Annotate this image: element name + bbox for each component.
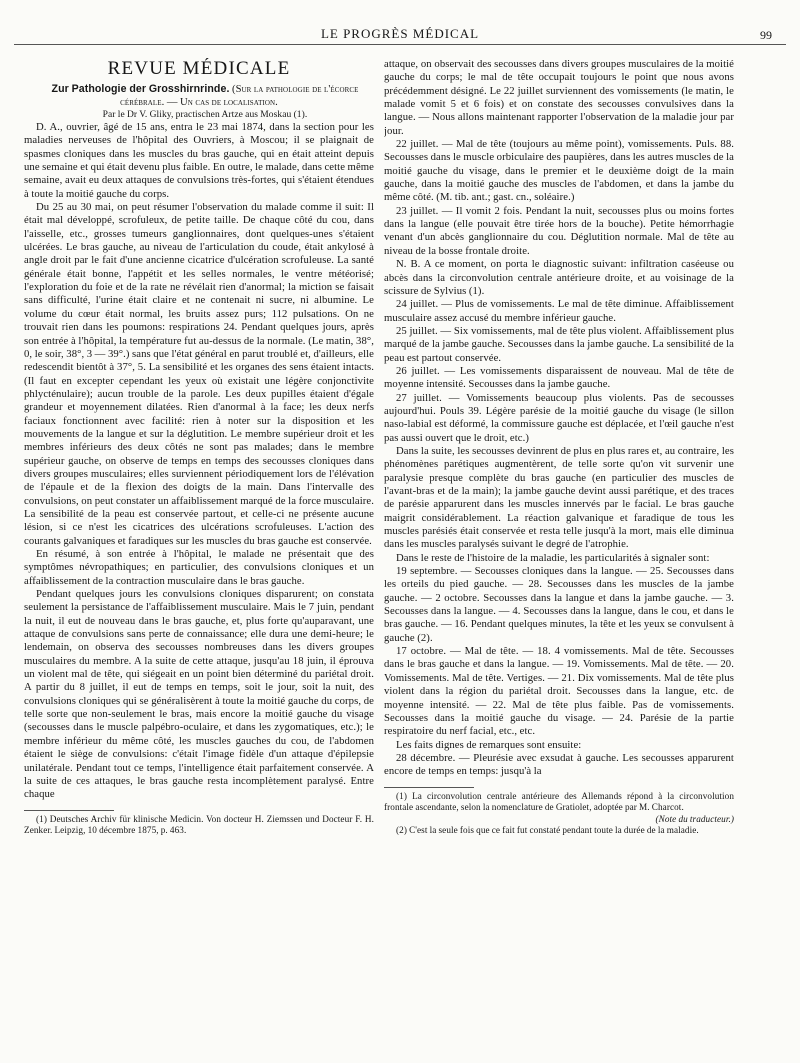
paragraph: Dans le reste de l'histoire de la maladie, les particularités à signaler sont: (396, 551, 710, 564)
paragraph: D. A., ouvrier, âgé de 15 ans, entra le 23 mai 1874, dans la section pour les maladies nerveuses de l'hôpital des Ouvriers, à Moscou; il se plaignait de spasmes cloniques dans les muscles du bras gauche, qui en était atteint depuis une semaine et qui était devenu plus faible. En outre, le malade, dans cette même semaine, avait eu deux attaques de convulsions très-fortes, qui s'étaient étendues à toute la moitié gauche du corps. (24, 121, 374, 200)
footnote-rule (384, 787, 474, 788)
journal-title: LE PROGRÈS MÉDICAL (320, 26, 480, 41)
article-title-french: (Sur la pathologie de l'écorce cérébrale. — Un cas de localisation. (120, 84, 359, 108)
paragraph: Pendant quelques jours les convulsions cloniques disparurent; on constata seulement la persistance de l'affaiblissement musculaire. Mais le 7 juin, pendant la nuit, il eut de nouveau dans le bras gauche, et, plus forte qu'auparavant, une attaque de convulsions sans perte de connaissance; elle dura une demi-heure; le lendemain, on observa des secousses nombreuses dans les divers groupes musculaires du membre. A la suite de cette attaque, jusqu'au 18 juin, il éprouva un violent mal de tête, qui siégeait en un point bien déterminé du pariétal droit. A partir du 8 juillet, il eut de temps en temps, soit le jour, soit la nuit, des convulsions cloniques qui se généralisèrent à toute la moitié gauche du corps, de telle sorte que non-seulement le bras, mais encore la moitié gauche du visage (secousses dans le muscle palpébro-oculaire, et dans les zygomatiques, etc.); le membre inférieur du même côté, les muscles gauches du cou, de l'abdomen étaient le siège de convulsions: c'était l'image fidèle d'un attaque d'épilepsie unilatérale. Pendant tout ce temps, l'intelligence était parfaitement conservée. A la suite de ces attaques, le bras gauche resta incomplètement paralysé. Entre chaque (24, 588, 374, 801)
paragraph: Dans la suite, les secousses devinrent de plus en plus rares et, au contraire, les phénomènes parétiques augmentèrent, de telle sorte qu'on vit survenir une paralysie presque complète du bras gauche (en particulier des muscles de l'avant-bras et de la main); la jambe gauche devint aussi parétique, et des traces de parésie apparurent dans les muscles innervés par le facial. Le bras gauche maigrit considérablement. La réaction galvanique et faradique de tous les muscles parésiés était conservée et resta telle jusqu'à la mort, mais elle diminua dans les muscles paralysés suivant le degré de l'atrophie. (384, 444, 734, 551)
paragraph: 23 juillet. — Il vomit 2 fois. Pendant la nuit, secousses plus ou moins fortes dans la langue (elle pouvait être tirée hors de la bouche). Petite hémorrhagie venant d'un abcès ganglionnaire du cou. Déglutition normale. Mal de tête au niveau de la bosse frontale droite. (384, 204, 734, 257)
footnote: (1) La circonvolution centrale antérieure des Allemands répond à la circonvolution frontale ascendante, selon la nomenclature de Gratiolet, adoptée par M. Charcot. (384, 790, 734, 813)
section-title: REVUE MÉDICALE (107, 58, 291, 79)
running-header (14, 26, 786, 45)
article-title-german: Zur Pathologie der Grosshirnrinde. (51, 83, 230, 95)
paragraph: 22 juillet. — Mal de tête (toujours au même point), vomissements. Puls. 88. Secousses dans le muscle orbiculaire des paupières, dans les autres muscles de la moitié gauche du visage, dans le premier et le deuxième doigt de la main gauche, dans la moitié gauche des muscles de l'abdomen, et dans la jambe du même côté. (M. tib. ant.; gast. cn., soléaire.) (384, 138, 734, 204)
paragraph: 17 octobre. — Mal de tête. — 18. 4 vomissements. Mal de tête. Secousses dans le bras gauche et dans la langue. — 19. Vomissements. Mal de tête. — 20. Vomissements. Mal de tête. Vertiges. — 21. Dix vomissements. Mal de tête plus violent dans la région du pariétal droit. Secousses dans la langue, etc. de moyenne intensité. — 22. Mal de tête plus faible. Pas de vomissements. Secousses dans la moitié gauche du visage. — 24. Parésie de la partie respiratoire du nerf facial, etc., etc. (384, 645, 734, 738)
article-title (24, 83, 374, 109)
left-column (24, 58, 374, 1053)
page-number: 99 (760, 28, 772, 42)
footnote-rule (24, 810, 114, 811)
paragraph: Les faits dignes de remarques sont ensuite: (396, 738, 582, 751)
paragraph: 19 septembre. — Secousses cloniques dans la langue. — 25. Secousses dans les orteils du pied gauche. — 28. Secousses dans les muscles de la jambe gauche. — 2 octobre. Secousses dans la langue et dans la jambe gauche. — 3. Secousses dans la langue. — 4. Secousses dans la langue, dans le cou, et dans le bras gauche. — 16. Pendant quelques minutes, la tête et les yeux se convulsent à gauche (2). (384, 565, 734, 644)
footnote-translator-note: (Note du traducteur.) (655, 813, 734, 824)
byline: Par le Dr V. Gliky, practischen Artze aus Moskau (1). (102, 110, 308, 120)
paragraph: 25 juillet. — Six vomissements, mal de tête plus violent. Affaiblissement plus marqué de la jambe gauche. Secousses dans la jambe gauche. La sensibilité de la peau est partout conservée. (384, 324, 734, 364)
paragraph: Du 25 au 30 mai, on peut résumer l'observation du malade comme il suit: Il était mal développé, scrofuleux, de petite taille. De chaque côté du cou, dans l'aisselle, etc., grosses tumeurs ganglionnaires, dont quelques-unes s'étaient ulcérées. Le bras gauche, au niveau de l'articulation du coude, était ankylosé à angle droit par le fait d'une ancienne cicatrice d'ulcération scrofuleuse. La santé générale était bonne, l'appétit et les selles normales, le ventre météorisé; l'exploration du foie et de la rate ne révélait rien d'anormal; la miction se faisait sans difficulté, l'urine était claire et ne contenait ni sucre, ni albumine. Le volume du cœur était normal, les bruits assez purs; 112 pulsations. On ne trouvait rien dans les poumons: respirations 24. Pendant quelques jours, après son entrée à l'hôpital, la température fut au-dessus de la normale. (Le matin, 38°, 0, le soir, 38°, 3 — 39°.) sans que l'état général en parut troublé et, d'ailleurs, elle redescendit bientôt à 37°, 5. La sensibilité et les organes des sens étaient intacts. (Il faut en excepter cependant les yeux où existait une légère conjonctivite phlycténulaire); aucun trouble de la parole. Les deux pupilles étaient d'égale grandeur et moyennement dilatées. Rien d'anormal à la face; les deux nerfs faciaux fonctionnent avec facilité: rien à noter sur la disposition et les mouvements de la langue et sur la déglutition. Le membre supérieur droit et les membres inférieurs des deux côtés ne sont pas malades; dans le membre supérieur gauche, on observe de temps en temps des secousses cloniques dans divers groupes musculaires; elles surviennent périodiquement lors de l'élévation de l'épaule et de la flexion des doigts de la main. Dans l'intervalle des convulsions, on peut constater un affaiblissement marqué de la force musculaire. La sensibilité de la peau est conservée partout, et celle-ci ne présente aucune lésion, si ce n'est les cicatrices des ulcérations scrofuleuses. L'action des courants galvaniques et faradiques sur les muscles du bras gauche est conservée. (24, 201, 374, 547)
footnote: (2) C'est la seule fois que ce fait fut constaté pendant toute la durée de la maladie. (396, 825, 699, 836)
paragraph: En résumé, à son entrée à l'hôpital, le malade ne présentait que des symptômes névropathiques; en particulier, des convulsions cloniques et un affaiblissement de la contraction musculaire dans le bras gauche. (24, 548, 374, 587)
paragraph: N. B. A ce moment, on porta le diagnostic suivant: infiltration caséeuse ou abcès dans la circonvolution centrale antérieure droite, et au voisinage de la scissure de Sylvius (1). (384, 258, 734, 297)
paragraph: 28 décembre. — Pleurésie avec exsudat à gauche. Les secousses apparurent encore de temps en temps: jusqu'à la (384, 751, 734, 778)
paragraph: 27 juillet. — Vomissements beaucoup plus violents. Pas de secousses aujourd'hui. Pouls 39. Légère parésie de la moitié gauche du visage (le sillon naso-labial est déformé, la commissure gauche est déplacée, et l'œil gauche n'est pas aussi ouvert que le droit, etc.) (384, 391, 734, 444)
paragraph: 24 juillet. — Plus de vomissements. Le mal de tête diminue. Affaiblissement musculaire assez accusé du membre inférieur gauche. (384, 298, 734, 324)
paragraph: attaque, on observait des secousses dans divers groupes musculaires de la moitié gauche du corps; le mal de tête occupait toujours le point que nous avons précédemment désigné. Le 22 juillet surviennent des vomissements (le matin, le malade vomit 5 et 6 fois) et on constate des secousses convulsives dans la langue. — Nous allons maintenant rapporter l'observation de la maladie jour par jour. (384, 58, 734, 137)
paragraph: 26 juillet. — Les vomissements disparaissent de nouveau. Mal de tête de moyenne intensité. Secousses dans la jambe gauche. (384, 364, 734, 391)
footnote: (1) Deutsches Archiv für klinische Medicin. Von docteur H. Ziemssen und Docteur F. H. Zenker. Leipzig, 10 décembre 1875, p. 463. (24, 813, 374, 836)
right-column (384, 58, 734, 1053)
